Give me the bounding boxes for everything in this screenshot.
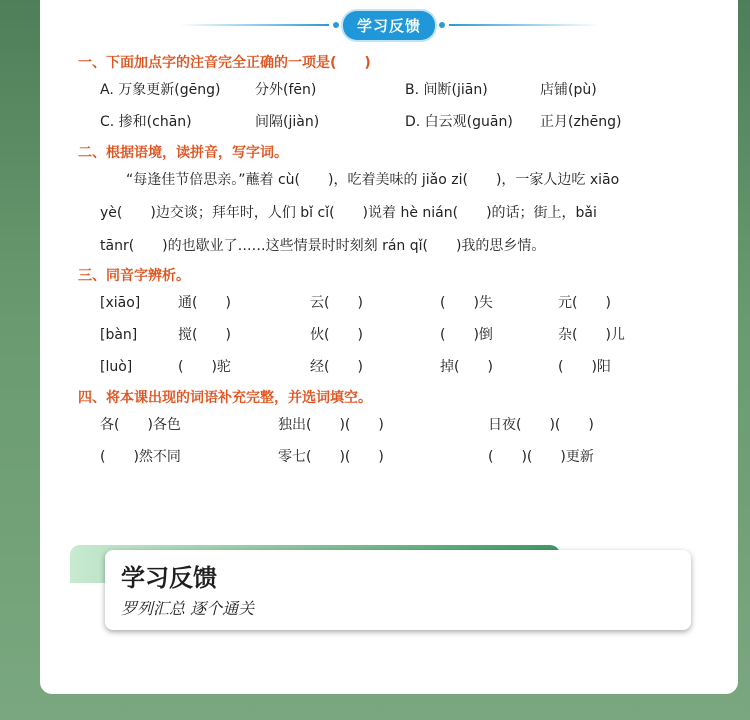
q2-line-3: tānr( )的也歇业了……这些情景时时刻刻 rán qǐ( )我的思乡情。 <box>100 238 546 254</box>
q1-options-row-1 <box>78 74 718 106</box>
q3-cell: ( )阳 <box>558 359 611 375</box>
banner-line-left <box>179 24 329 26</box>
q3-cell: ( )失 <box>440 295 493 311</box>
q4-cell: 各( )各色 <box>100 417 181 433</box>
q2-paragraph <box>78 164 718 263</box>
q3-cell: 伙( ) <box>310 327 363 343</box>
q3-pinyin: [bàn] <box>100 327 138 343</box>
q1-option-b: B. 间断(jiān) <box>405 82 488 98</box>
worksheet-content <box>78 52 718 473</box>
q1-option-b-2: 店铺(pù) <box>540 82 597 98</box>
q3-row-1 <box>78 287 718 319</box>
q2-line-2: yè( )边交谈；拜年时，人们 bǐ cǐ( )说着 hè nián( )的话；街上，bǎi <box>100 205 597 221</box>
banner-dot-right <box>439 22 445 28</box>
q3-row-3 <box>78 351 718 383</box>
q4-cell: 独出( )( ) <box>278 417 384 433</box>
q1-option-d-2: 正月(zhēng) <box>540 114 622 130</box>
q4-cell: 零七( )( ) <box>278 449 384 465</box>
q3-heading: 三、同音字辨析。 <box>78 268 190 284</box>
banner-title: 学习反馈 <box>343 11 435 40</box>
q1-option-a-2: 分外(fēn) <box>255 82 317 98</box>
q3-cell: 通( ) <box>178 295 231 311</box>
feedback-box <box>105 550 691 630</box>
q1-option-a: A. 万象更新(gēng) <box>100 82 221 98</box>
header-banner <box>40 10 738 40</box>
q4-row-1 <box>78 409 718 441</box>
q3-cell: 搅( ) <box>178 327 231 343</box>
q3-row-2 <box>78 319 718 351</box>
q4-row-2 <box>78 441 718 473</box>
q2-line-1: “每逢佳节倍思亲。”蘸着 cù( )，吃着美味的 jiǎo zi( )，一家人边吃 xiāo <box>126 172 620 188</box>
q3-cell: 杂( )儿 <box>558 327 625 343</box>
q1-heading: 一、下面加点字的注音完全正确的一项是( ) <box>78 55 371 71</box>
banner-line-right <box>449 24 599 26</box>
q1-options-row-2 <box>78 106 718 138</box>
q1-option-d: D. 白云观(guān) <box>405 114 513 130</box>
q4-cell: ( )( )更新 <box>488 449 594 465</box>
q3-pinyin: [luò] <box>100 359 133 375</box>
q3-cell: 掉( ) <box>440 359 493 375</box>
q2-heading: 二、根据语境，读拼音，写字词。 <box>78 145 288 161</box>
q4-cell: 日夜( )( ) <box>488 417 594 433</box>
q3-cell: 元( ) <box>558 295 611 311</box>
q1-option-c: C. 掺和(chān) <box>100 114 192 130</box>
q3-cell: 经( ) <box>310 359 363 375</box>
feedback-title: 学习反馈 <box>121 564 217 592</box>
q1-option-c-2: 间隔(jiàn) <box>255 114 320 130</box>
q4-cell: ( )然不同 <box>100 449 181 465</box>
q3-cell: 云( ) <box>310 295 363 311</box>
q3-cell: ( )驼 <box>178 359 231 375</box>
banner-dot-left <box>333 22 339 28</box>
q3-pinyin: [xiāo] <box>100 295 141 311</box>
q4-heading: 四、将本课出现的词语补充完整，并选词填空。 <box>78 390 372 406</box>
feedback-subtitle: 罗列汇总 逐个通关 <box>121 599 255 618</box>
q3-cell: ( )倒 <box>440 327 493 343</box>
